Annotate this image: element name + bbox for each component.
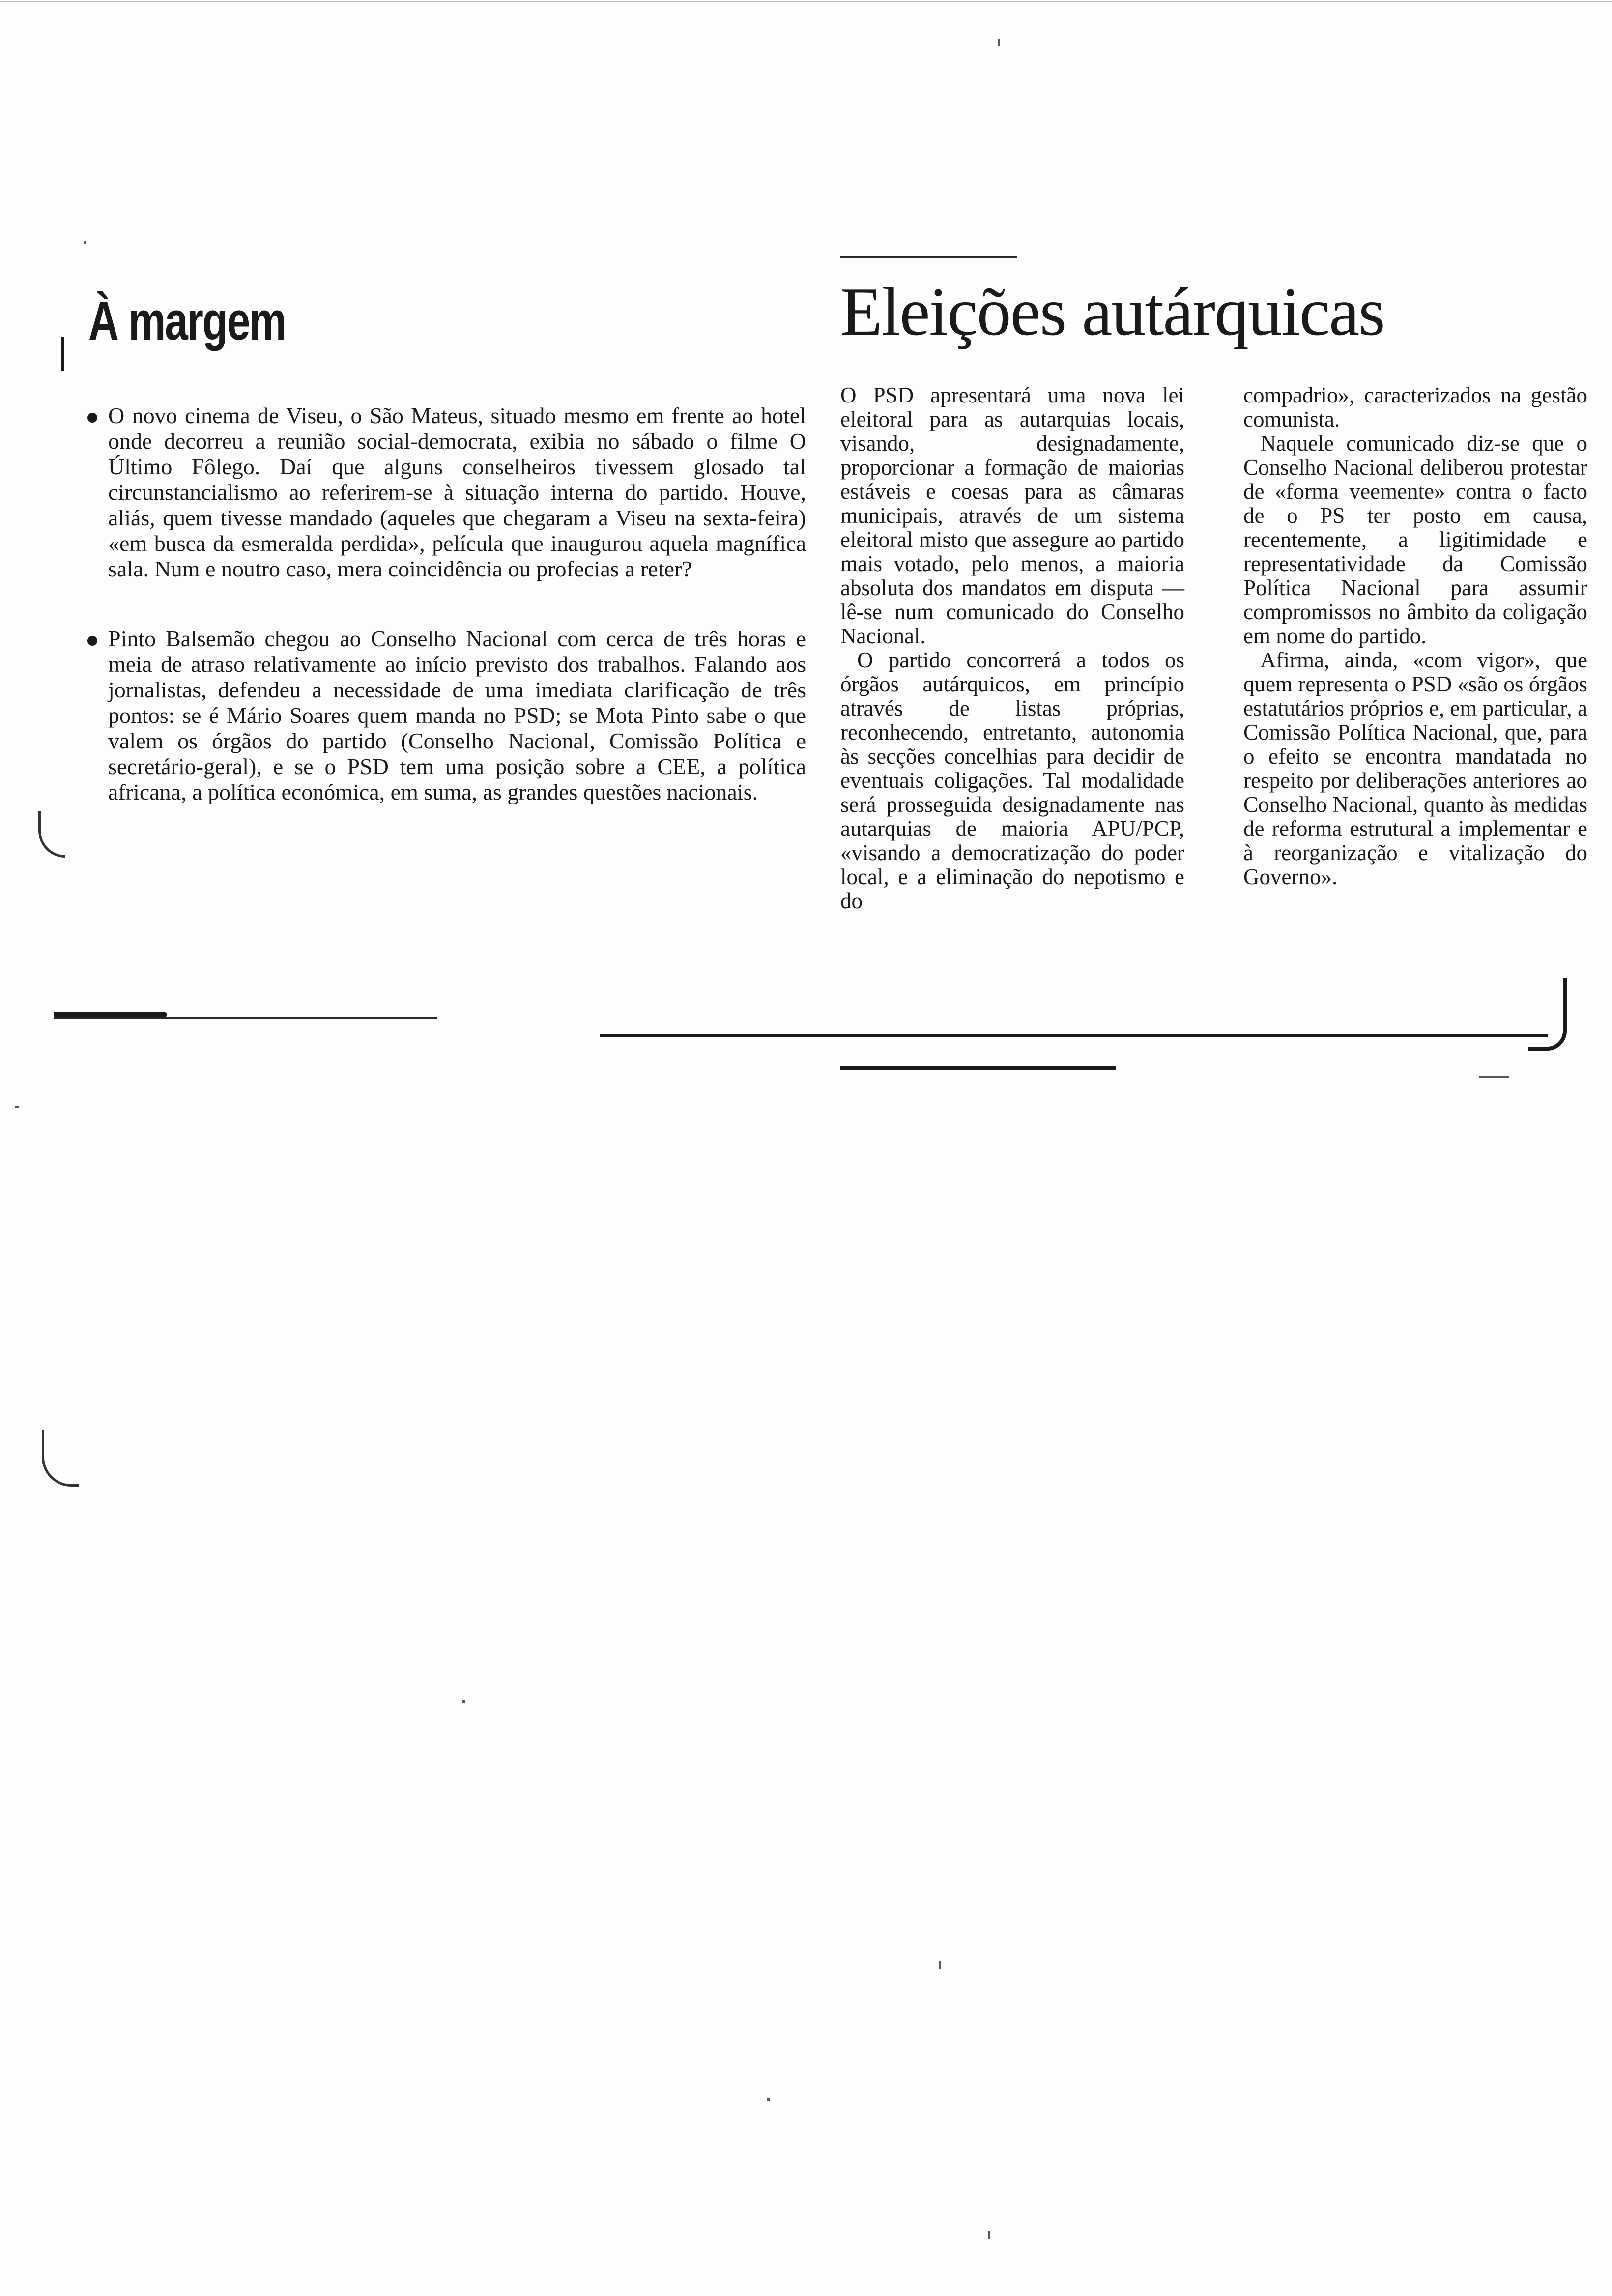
list-item	[84, 403, 806, 582]
article-column-1	[840, 383, 1184, 913]
scan-top-rule	[0, 1, 1612, 2]
bullet-icon	[87, 636, 97, 646]
right-clipping-columns	[840, 383, 1587, 913]
bullet-icon	[87, 413, 97, 423]
scan-speck	[998, 39, 1000, 46]
list-item	[84, 626, 806, 805]
right-clipping-top-rule	[840, 256, 1017, 258]
article-column-2	[1243, 383, 1587, 913]
scan-speck	[462, 1700, 465, 1703]
paragraph: O PSD apresentará uma nova lei eleitoral para as autarquias locais, visando, designadamente, proporcionar a formação de maiorias estáveis e coesas para as câmaras municipais, através de um sistema eleitoral misto que assegure ao partido mais votado, pelo menos, a maioria absoluta dos mandatos em disputa — lê-se num comunicado do Conselho Nacional.	[840, 383, 1184, 648]
scan-speck	[988, 2231, 990, 2239]
paragraph: O partido concorrerá a todos os órgãos autárquicos, em princípio através de listas próprias, reconhecendo, entretanto, autonomia às secções concelhias para decidir de eventuais coligações. Tal modalidade será prosseguida designadamente nas autarquias de maioria APU/PCP, «visando a democratização do poder local, e a eliminação do nepotismo e do	[840, 648, 1184, 913]
paragraph: compadrio», caracterizados na gestão comunista.	[1243, 383, 1587, 431]
margin-arc-mark	[38, 811, 65, 858]
right-clipping-underline-short	[840, 1066, 1116, 1070]
paragraph: Naquele comunicado diz-se que o Conselho Nacional deliberou protestar de «forma veemente» contra o facto de o PS ter posto em causa, recentemente, a ligitimidade e representatividade da Comissão Política Nacional para assumir compromissos no âmbito da coligação em nome do partido.	[1243, 431, 1587, 648]
scan-speck	[767, 2098, 770, 2101]
right-clipping-title: Eleições autárquicas	[840, 274, 1384, 350]
scan-speck	[84, 241, 86, 244]
list-item-text: O novo cinema de Viseu, o São Mateus, situado mesmo em frente ao hotel onde decorreu a reunião social-democrata, exibia no sábado o filme O Último Fôlego. Daí que alguns conselheiros tivessem glosado tal circunstancialismo ao referirem-se à situação interna do partido. Houve, aliás, quem tivesse mandado (aqueles que chegaram a Viseu na sexta-feira) «em busca da esmeralda perdida», película que inaugurou aquela magnífica sala. Num e noutro caso, mera coincidência ou profecias a reter?	[108, 403, 806, 581]
right-clipping-underline	[600, 1034, 1548, 1037]
scan-speck	[1479, 1076, 1509, 1078]
margin-arc-mark	[42, 1430, 79, 1487]
left-clipping-items	[84, 403, 806, 849]
scan-speck	[939, 1961, 941, 1969]
left-clipping-underline-thick	[54, 1012, 167, 1017]
list-item-text: Pinto Balsemão chegou ao Conselho Nacional com cerca de três horas e meia de atraso relativamente ao início previsto dos trabalhos. Falando aos jornalistas, defendeu a necessidade de uma imediata clarificação de três pontos: se é Mário Soares quem manda no PSD; se Mota Pinto sabe o que valem os órgãos do partido (Conselho Nacional, Comissão Política e secretário-geral), e se o PSD tem uma posição sobre a CEE, a política africana, a política económica, em suma, as grandes questões nacionais.	[108, 626, 806, 804]
scan-speck	[15, 1106, 19, 1108]
left-clipping-underline	[54, 1017, 437, 1019]
right-bracket-mark	[1528, 978, 1567, 1051]
left-clipping-title: À margem	[88, 291, 286, 351]
paragraph: Afirma, ainda, «com vigor», que quem representa o PSD «são os órgãos estatutários próprios e, em particular, a Comissão Política Nacional, que, para o efeito se encontra mandatada no respeito por deliberações anteriores ao Conselho Nacional, quanto às medidas de reforma estrutural a implementar e à reorganização e vitalização do Governo».	[1243, 648, 1587, 889]
title-side-bar	[61, 337, 64, 371]
